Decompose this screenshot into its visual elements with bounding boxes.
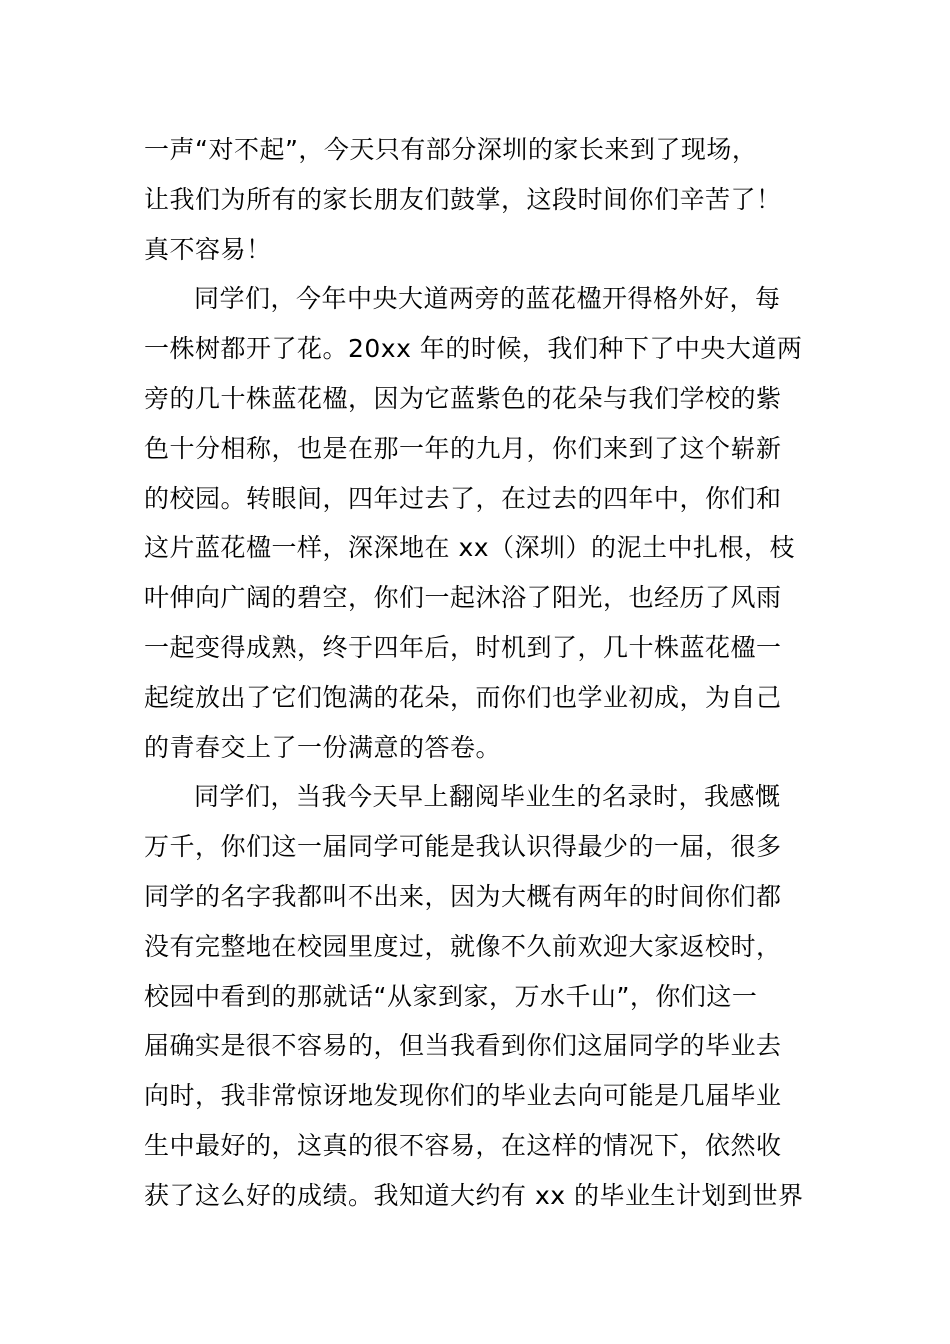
- text-line: 一株树都开了花。20xx 年的时候，我们种下了中央大道两: [144, 334, 803, 364]
- speech-text: [144, 125, 814, 1221]
- text-line: 色十分相称，也是在那一年的九月，你们来到了这个崭新: [144, 433, 782, 463]
- text-line: 一声“对不起”，今天只有部分深圳的家长来到了现场，: [144, 135, 758, 164]
- text-line: 的校园。转眼间，四年过去了，在过去的四年中，你们和: [144, 483, 782, 513]
- text-line: 校园中看到的那就话“从家到家，万水千山”，你们这一: [144, 981, 758, 1011]
- text-line: 真不容易！: [144, 234, 272, 264]
- text-line: 万千，你们这一届同学可能是我认识得最少的一届，很多: [144, 832, 782, 862]
- text-line: 同学们，今年中央大道两旁的蓝花楹开得格外好，每: [194, 284, 781, 314]
- text-line: 起绽放出了它们饱满的花朵，而你们也学业初成，为自己: [144, 682, 782, 712]
- text-line: 这片蓝花楹一样，深深地在 xx（深圳）的泥土中扎根，枝: [144, 533, 796, 563]
- text-line: 向时，我非常惊讶地发现你们的毕业去向可能是几届毕业: [144, 1081, 782, 1111]
- text-line: 叶伸向广阔的碧空，你们一起沐浴了阳光，也经历了风雨: [144, 583, 782, 613]
- text-line: 一起变得成熟，终于四年后，时机到了，几十株蓝花楹一: [144, 632, 782, 662]
- text-line: 生中最好的，这真的很不容易，在这样的情况下，依然收: [144, 1130, 782, 1160]
- text-line: 同学们，当我今天早上翻阅毕业生的名录时，我感慨: [194, 782, 781, 812]
- text-line: 同学的名字我都叫不出来，因为大概有两年的时间你们都: [144, 881, 782, 911]
- text-line: 届确实是很不容易的，但当我看到你们这届同学的毕业去: [144, 1031, 782, 1061]
- text-line: 的青春交上了一份满意的答卷。: [144, 732, 502, 762]
- text-line: 让我们为所有的家长朋友们鼓掌，这段时间你们辛苦了！: [144, 184, 782, 214]
- text-line: 获了这么好的成绩。我知道大约有 xx 的毕业生计划到世界: [144, 1180, 804, 1210]
- text-line: 没有完整地在校园里度过，就像不久前欢迎大家返校时，: [144, 931, 782, 961]
- text-line: 旁的几十株蓝花楹，因为它蓝紫色的花朵与我们学校的紫: [144, 383, 782, 413]
